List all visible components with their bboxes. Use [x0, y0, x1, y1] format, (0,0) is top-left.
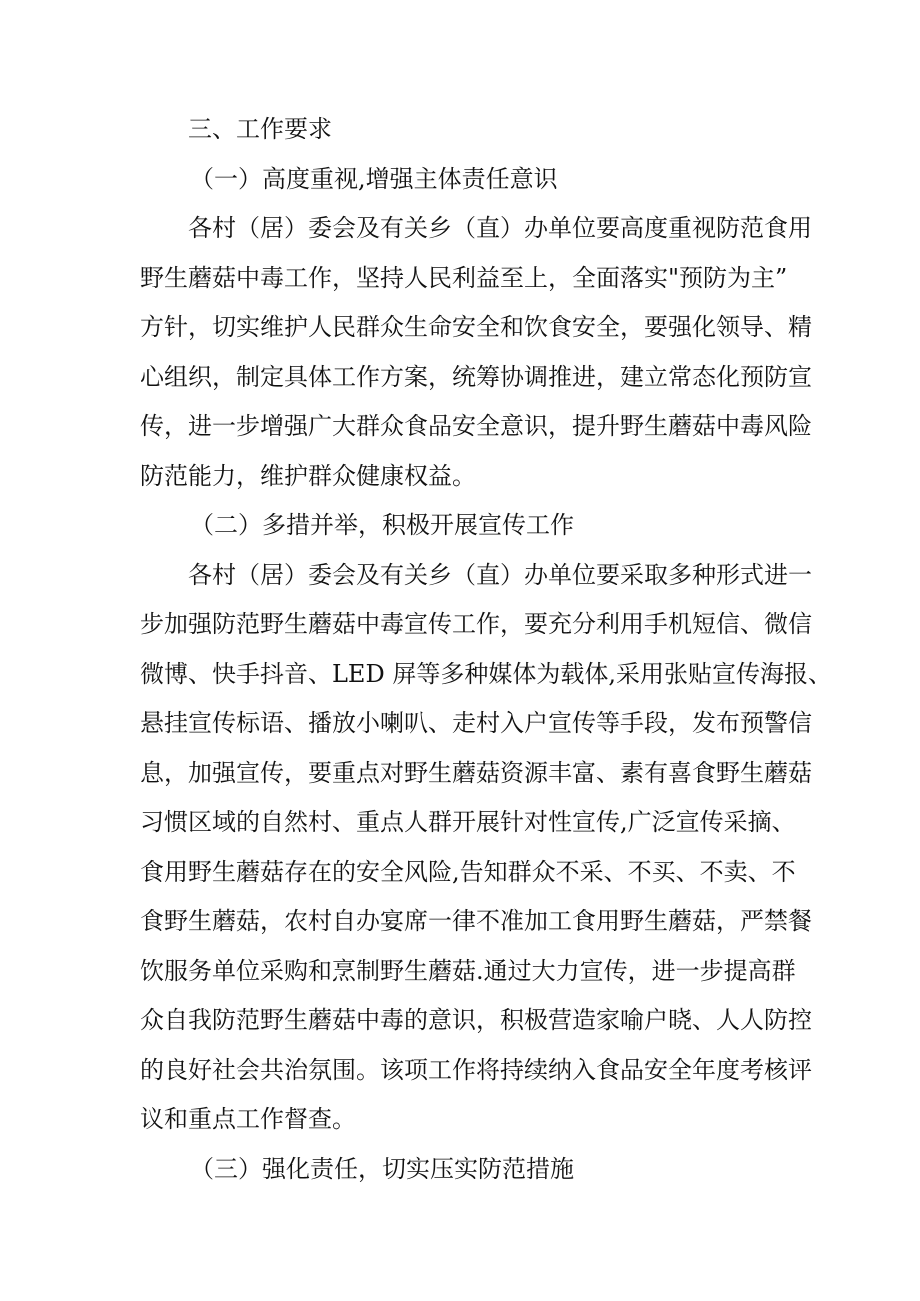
section-heading: 三、工作要求 — [188, 115, 332, 143]
paragraph-2-line-9: 饮服务单位采购和烹制野生蘑菇.通过大力宣传，进一步提高群 — [140, 957, 796, 985]
subsection-heading-2: （二）多措并举，积极开展宣传工作 — [190, 511, 574, 539]
subsection-heading-1: （一）高度重视,增强主体责任意识 — [190, 165, 558, 193]
paragraph-2-line-7: 食用野生蘑菇存在的安全风险,告知群众不采、不买、不卖、不 — [140, 858, 796, 886]
paragraph-1-line-3: 方针，切实维护人民群众生命安全和饮食安全，要强化领导、精 — [140, 313, 812, 341]
paragraph-1-line-5: 传，进一步增强广大群众食品安全意识，提升野生蘑菇中毒风险 — [140, 412, 812, 440]
subsection-heading-3: （三）强化责任，切实压实防范措施 — [190, 1155, 574, 1183]
paragraph-2-line-5: 息，加强宣传，要重点对野生蘑菇资源丰富、素有喜食野生蘑菇 — [140, 759, 812, 787]
paragraph-1-line-6: 防范能力，维护群众健康权益。 — [140, 462, 476, 490]
paragraph-1-line-1: 各村（居）委会及有关乡（直）办单位要高度重视防范食用 — [188, 214, 812, 242]
paragraph-2-line-10: 众自我防范野生蘑菇中毒的意识，积极营造家喻户晓、人人防控 — [140, 1006, 812, 1034]
paragraph-2-line-1: 各村（居）委会及有关乡（直）办单位要采取多种形式进一 — [188, 561, 812, 589]
paragraph-1-line-2: 野生蘑菇中毒工作，坚持人民利益至上，全面落实"预防为主” — [140, 264, 788, 292]
paragraph-2-line-3: 微博、快手抖音、LED 屏等多种媒体为载体,采用张贴宣传海报、 — [140, 660, 832, 688]
paragraph-2-line-2: 步加强防范野生蘑菇中毒宣传工作，要充分利用手机短信、微信 — [140, 610, 812, 638]
paragraph-2-line-4: 悬挂宣传标语、播放小喇叭、走村入户宣传等手段，发布预警信 — [140, 709, 812, 737]
paragraph-1-line-4: 心组织，制定具体工作方案，统筹协调推进，建立常态化预防宣 — [140, 363, 812, 391]
paragraph-2-line-11: 的良好社会共治氛围。该项工作将持续纳入食品安全年度考核评 — [140, 1056, 812, 1084]
paragraph-2-line-12: 议和重点工作督查。 — [140, 1105, 356, 1133]
paragraph-2-line-6: 习惯区域的自然村、重点人群开展针对性宣传,广泛宣传采摘、 — [140, 808, 796, 836]
paragraph-2-line-8: 食野生蘑菇，农村自办宴席一律不准加工食用野生蘑菇，严禁餐 — [140, 907, 812, 935]
